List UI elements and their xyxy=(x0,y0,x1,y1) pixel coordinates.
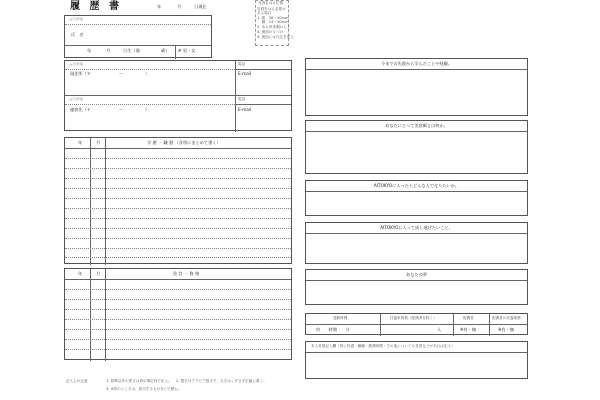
header-year-label: 年 xyxy=(157,4,162,9)
contact-email-label: E-mail xyxy=(238,107,252,112)
birth-year-label: 年 xyxy=(87,48,92,53)
dependents-label: 扶養家族数（配偶者を除く） xyxy=(390,316,437,320)
question-achieve-box xyxy=(305,222,528,264)
question-failures-label: 今までの失敗から学んだことや経験。 xyxy=(380,61,453,66)
question-dream-label: あなたの夢 xyxy=(406,272,427,277)
birth-day-label: 日生（満 xyxy=(123,48,140,53)
history-month-header: 月 xyxy=(96,140,101,145)
postal-close: ） xyxy=(145,71,150,76)
history-table xyxy=(64,137,292,264)
postal-dash: ー xyxy=(119,71,124,76)
licenses-year-header: 年 xyxy=(78,271,83,276)
current-address-field[interactable] xyxy=(69,78,233,93)
wishes-label: 本人希望記入欄（特に待遇・職種・勤務時間・その他についての希望などがあれば記入） xyxy=(311,344,455,348)
email-field[interactable] xyxy=(237,78,289,93)
licenses-table xyxy=(64,268,292,360)
licenses-heading: 免 許 ・ 資 格 xyxy=(173,271,200,276)
spouse-duty-select[interactable]: ※有・無 xyxy=(498,327,515,332)
question-hairdresser-box xyxy=(305,120,528,174)
question-dream-box xyxy=(305,269,528,305)
name-field[interactable] xyxy=(101,28,207,42)
photo-area[interactable] xyxy=(255,0,294,46)
address-box xyxy=(64,60,292,131)
contact-furigana-label: ふりがな xyxy=(69,97,84,101)
wishes-field[interactable] xyxy=(307,353,526,377)
photo-line: 4. 裏面には氏名を記入 xyxy=(257,35,294,39)
page-title: 履 歴 書 xyxy=(70,1,122,12)
question-failures-field[interactable] xyxy=(307,70,526,114)
postal-dash: ー xyxy=(119,107,124,112)
wishes-box xyxy=(305,341,528,379)
spouse-label: 配偶者 xyxy=(463,316,474,320)
header-date-label: 日現在 xyxy=(194,4,207,9)
question-hairdresser-label: あなたにとって美容師とは何か。 xyxy=(385,123,448,128)
photo-line: 3. 裏面のりづけ xyxy=(257,30,284,34)
history-entries-field[interactable] xyxy=(106,149,290,262)
question-failures-box xyxy=(305,58,528,116)
footer-label: 記入上の注意 xyxy=(66,379,88,383)
sex-select[interactable]: ※ 男・女 xyxy=(178,48,196,53)
question-achieve-field[interactable] xyxy=(307,234,526,262)
email-label: E-mail xyxy=(238,71,252,76)
photo-line: 1. 縦 36〜40mm xyxy=(257,16,289,20)
history-year-header: 年 xyxy=(78,140,83,145)
contact-email-field[interactable] xyxy=(237,114,289,130)
personal-info-box xyxy=(64,15,212,58)
contact-address-field[interactable] xyxy=(69,114,233,130)
commute-dependents-table xyxy=(305,313,528,335)
licenses-entries-field[interactable] xyxy=(106,280,290,358)
footer-note-3: 3. ※印のところは、該当するものを○で囲む。 xyxy=(106,387,182,391)
photo-line: 2. 本人単身胸から上 xyxy=(257,25,291,29)
question-dream-field[interactable] xyxy=(307,281,526,303)
phone-label: 電話 xyxy=(238,62,246,66)
footer-note-2: 2. 数字はアラビア数字で、文字はくずさず正確に書く。 xyxy=(176,379,267,383)
photo-line: ある場合 xyxy=(257,11,272,15)
spouse-select[interactable]: ※有・無 xyxy=(460,327,477,332)
birth-month-label: 月 xyxy=(106,48,111,53)
current-address-label: 現住所（〒 xyxy=(70,71,91,76)
name-label: 氏 名 xyxy=(71,32,84,37)
commute-label: 通勤時間 xyxy=(333,316,348,320)
address-furigana-label: ふりがな xyxy=(69,62,84,66)
footer-note-1: 1. 鉛筆以外の黒又は青の筆記具で記入。 xyxy=(106,379,172,383)
age-label: 歳） xyxy=(161,48,170,53)
contact-address-label: 連絡先（〒 xyxy=(70,107,91,112)
name-furigana-label: ふりがな xyxy=(69,17,84,21)
question-person-field[interactable] xyxy=(307,192,526,214)
question-achieve-label: AITOKYOに入って成し遂げたいこと。 xyxy=(380,225,453,230)
spouse-duty-label: 配偶者の扶養義務 xyxy=(492,316,521,320)
postal-close: ） xyxy=(145,107,150,112)
dependents-value[interactable]: 人 xyxy=(437,327,442,332)
question-person-label: AITOKYOに入ったらどんな人で在りたいか。 xyxy=(373,183,460,188)
question-person-box xyxy=(305,180,528,216)
photo-line: 写真をはる位置 xyxy=(258,0,284,5)
contact-phone-label: 電話 xyxy=(238,97,246,101)
photo-line: 横 24〜30mm xyxy=(257,20,289,24)
licenses-month-header: 月 xyxy=(96,271,101,276)
commute-value[interactable]: 約 時間 分 xyxy=(316,327,350,332)
question-hairdresser-field[interactable] xyxy=(307,132,526,172)
history-heading: 学 歴 ・ 職 歴 （各別にまとめて書く） xyxy=(147,140,221,145)
header-month-label: 月 xyxy=(177,4,182,9)
photo-line: 写真をはる必要が xyxy=(257,7,286,11)
